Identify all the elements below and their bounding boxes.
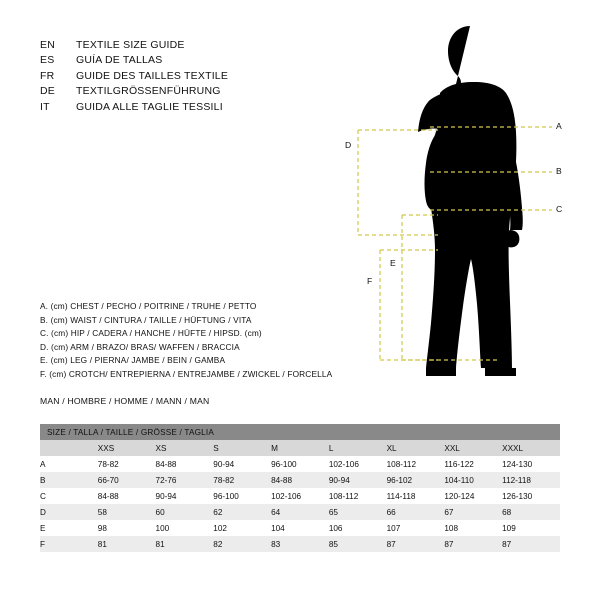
cell-a-m: 96-100 [271,456,329,472]
cell-b-l: 90-94 [329,472,387,488]
cell-c-l: 108-112 [329,488,387,504]
size-table [40,424,560,552]
marker-label-d: D [345,140,352,150]
cell-a-xxs: 78-82 [98,456,156,472]
cell-e-xxxl: 109 [502,520,560,536]
cell-b-xxs: 66-70 [98,472,156,488]
row-label-e: E [40,520,98,536]
cell-b-xs: 72-76 [156,472,214,488]
cell-d-xxxl: 68 [502,504,560,520]
title-text-fr: GUIDE DES TAILLES TEXTILE [76,69,229,82]
cell-f-m: 83 [271,536,329,552]
legend-item-d: D. (cm) ARM / BRAZO/ BRAS/ WAFFEN / BRACCIA [40,341,240,352]
title-row [40,69,330,84]
cell-c-xxs: 84-88 [98,488,156,504]
table-row [40,472,560,488]
legend-item-e: E. (cm) LEG / PIERNA/ JAMBE / BEIN / GAMBA [40,355,226,366]
cell-c-s: 96-100 [213,488,271,504]
cell-b-xxxl: 112-118 [502,472,560,488]
cell-a-xxl: 116-122 [444,456,502,472]
cell-f-xs: 81 [156,536,214,552]
cell-a-xs: 84-88 [156,456,214,472]
cell-f-l: 85 [329,536,387,552]
cell-d-xxs: 58 [98,504,156,520]
cell-e-xl: 107 [387,520,445,536]
cell-c-m: 102-106 [271,488,329,504]
marker-label-f: F [367,276,373,286]
title-row [40,84,330,99]
cell-b-xl: 96-102 [387,472,445,488]
cell-f-xl: 87 [387,536,445,552]
table-header-row [40,424,560,440]
cell-a-xxxl: 124-130 [502,456,560,472]
title-lang-fr: FR [40,69,55,82]
legend-item-f: F. (cm) CROTCH/ ENTREPIERNA / ENTREJAMBE / ZWICKEL / FORCELLA [40,368,333,379]
size-col-xxs: XXS [98,440,156,456]
title-text-es: GUÍA DE TALLAS [76,54,163,67]
cell-a-s: 90-94 [213,456,271,472]
size-col-xxxl: XXXL [502,440,560,456]
cell-e-s: 102 [213,520,271,536]
measurement-legend [40,300,370,382]
marker-label-a: A [556,121,562,131]
cell-f-xxs: 81 [98,536,156,552]
size-col-xs: XS [156,440,214,456]
cell-f-s: 82 [213,536,271,552]
marker-label-b: B [556,166,562,176]
row-label-c: C [40,488,98,504]
cell-b-s: 78-82 [213,472,271,488]
legend-item-a: A. (cm) CHEST / PECHO / POITRINE / TRUHE / PETTO [40,301,257,311]
legend-item-b: B. (cm) WAIST / CINTURA / TAILLE / HÜFTUNG / VITA [40,314,252,325]
cell-e-xs: 100 [156,520,214,536]
title-row [40,100,330,115]
size-col-s: S [213,440,271,456]
row-label-d: D [40,504,98,520]
title-lang-es: ES [40,54,55,67]
table-size-row [40,440,560,456]
table-row [40,488,560,504]
cell-e-m: 104 [271,520,329,536]
cell-f-xxxl: 87 [502,536,560,552]
cell-c-xl: 114-118 [387,488,445,504]
title-text-it: GUIDA ALLE TAGLIE TESSILI [76,100,223,113]
cell-c-xxl: 120-124 [444,488,502,504]
size-col-xxl: XXL [444,440,502,456]
title-row [40,38,330,53]
title-block [40,38,330,115]
size-col-l: L [329,440,387,456]
cell-c-xxxl: 126-130 [502,488,560,504]
marker-label-e: E [390,258,396,268]
cell-a-xl: 108-112 [387,456,445,472]
table-row [40,504,560,520]
cell-c-xs: 90-94 [156,488,214,504]
title-text-en: TEXTILE SIZE GUIDE [76,39,185,51]
cell-a-l: 102-106 [329,456,387,472]
cell-d-s: 62 [213,504,271,520]
body-figure-svg [330,20,590,400]
cell-e-xxs: 98 [98,520,156,536]
cell-e-xxl: 108 [444,520,502,536]
size-col-blank [40,440,98,456]
title-lang-it: IT [40,100,50,113]
body-figure [330,20,590,400]
gender-label: MAN / HOMBRE / HOMME / MANN / MAN [40,396,210,406]
row-label-b: B [40,472,98,488]
size-col-xl: XL [387,440,445,456]
cell-f-xxl: 87 [444,536,502,552]
cell-b-xxl: 104-110 [444,472,502,488]
cell-d-xxl: 67 [444,504,502,520]
marker-label-c: C [556,204,563,214]
legend-item-c: C. (cm) HIP / CADERA / HANCHE / HÜFTE / HIPSD. (cm) [40,328,262,339]
row-label-a: A [40,456,98,472]
cell-b-m: 84-88 [271,472,329,488]
cell-d-m: 64 [271,504,329,520]
table-row [40,536,560,552]
size-table-wrap [40,424,560,552]
table-row [40,456,560,472]
table-header-cell: SIZE / TALLA / TAILLE / GRÖSSE / TAGLIA [40,424,560,440]
row-label-f: F [40,536,98,552]
title-row [40,53,330,68]
title-lang-de: DE [40,85,55,98]
cell-d-l: 65 [329,504,387,520]
title-lang-en: EN [40,39,55,51]
cell-d-xs: 60 [156,504,214,520]
table-row [40,520,560,536]
cell-e-l: 106 [329,520,387,536]
size-col-m: M [271,440,329,456]
title-text-de: TEXTILGRÖSSENFÜHRUNG [76,85,221,98]
cell-d-xl: 66 [387,504,445,520]
male-silhouette [418,26,523,376]
